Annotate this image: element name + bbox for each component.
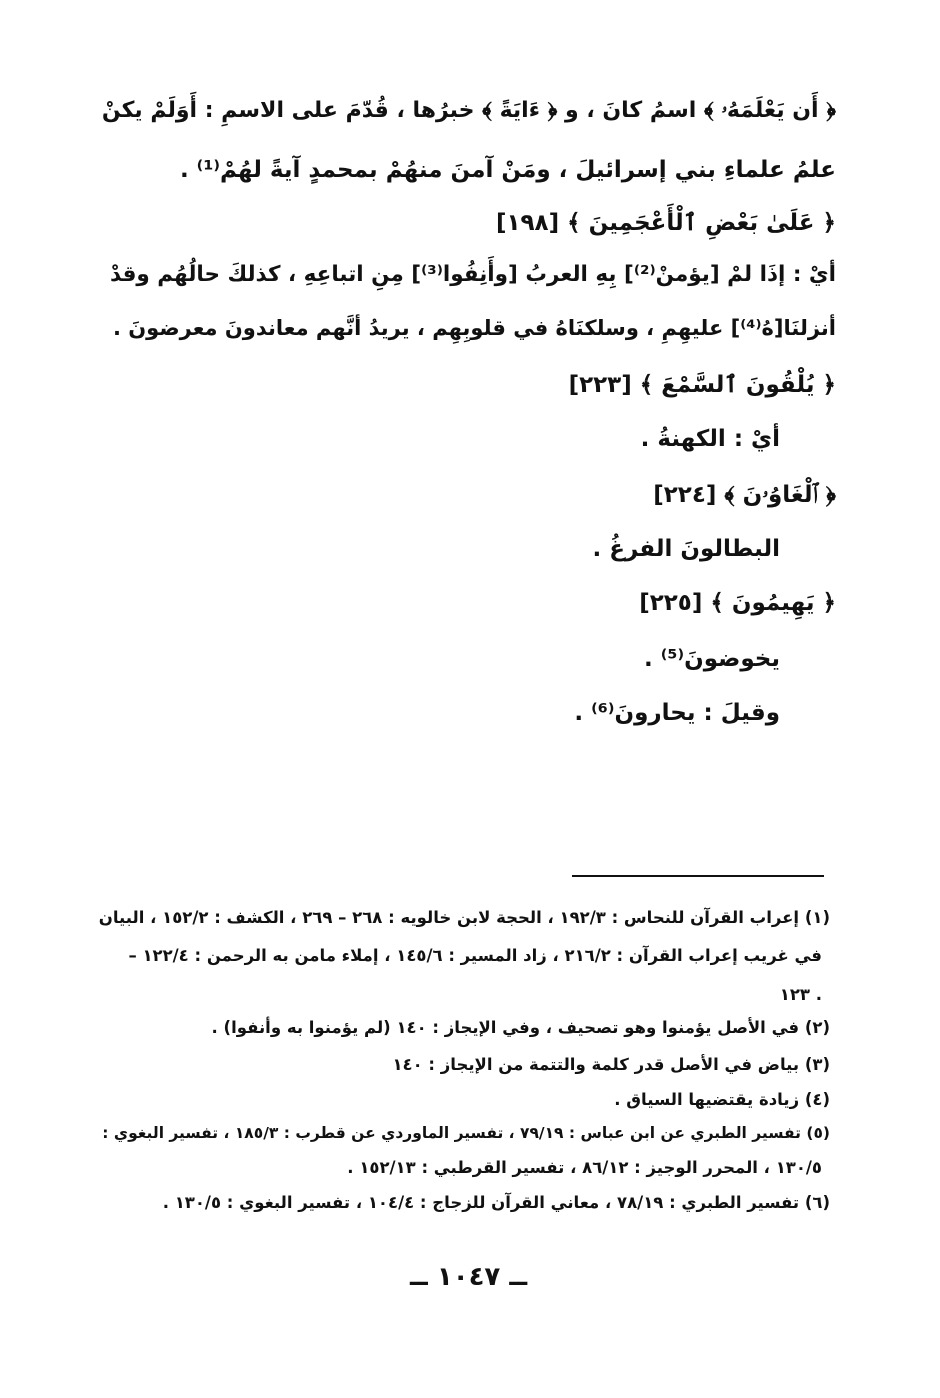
body-line-2: علمُ علماءِ بني إسرائيلَ ، ومَنْ آمنَ منهُمْ بمحمدٍ آيةً لهُمْ⁽¹⁾ . (179, 157, 836, 183)
footnote-5-line-1: (٥) تفسير الطبري عن ابن عباس : ٧٩/١٩ ، تفسير الماوردي عن قطرب : ١٨٥/٣ ، تفسير البغوي : (102, 1124, 830, 1142)
verse-heading-225: ﴿ يَهِيمُونَ ﴾ [٢٢٥] (639, 590, 836, 616)
body-line-1: ﴿ أَن يَعْلَمَهُۥ ﴾ اسمُ كانَ ، و ﴿ ءَايَةً ﴾ خبرُها ، قُدّمَ على الاسمِ : أَوَلَمْ يكنْ (101, 98, 836, 123)
footnote-separator (572, 875, 824, 877)
footnote-5-line-2: ١٣٠/٥ ، المحرر الوجيز : ٨٦/١٢ ، تفسير القرطبي : ١٥٢/١٣ . (347, 1158, 822, 1177)
verse-heading-198: ﴿ عَلَىٰ بَعْضِ ٱلْأَعْجَمِينَ ﴾ [١٩٨] (495, 210, 836, 236)
page-number: ــ ١٠٤٧ ــ (410, 1262, 528, 1292)
footnote-4: (٤) زيادة يقتضيها السياق . (614, 1090, 830, 1109)
body-line-11: يخوضونَ⁽⁵⁾ . (644, 646, 780, 672)
footnote-1-line-2: في غريب إعراب القرآن : ٢١٦/٢ ، زاد المسير : ١٤٥/٦ ، إملاء مامن به الرحمن : ١٢٢/٤ – (128, 946, 822, 965)
footnote-2: (٢) في الأصل يؤمنوا وهو تصحيف ، وفي الإيجاز : ١٤٠ (لم يؤمنوا به وأنفوا) . (211, 1018, 830, 1037)
body-line-4: أيْ : إذَا لمْ [يؤمنْ⁽²⁾] بِهِ العربُ [وأَنِفُوا⁽³⁾] مِنِ اتباعِهِ ، كذلكَ حالُهُم وقدْ (109, 262, 836, 287)
body-line-7: أيْ : الكهنةُ . (640, 426, 780, 452)
verse-heading-224: ﴿ ٱلْغَاوُۥنَ ﴾ [٢٢٤] (653, 482, 836, 508)
footnote-1-line-1: (١) إعراب القرآن للنحاس : ١٩٢/٣ ، الحجة لابن خالويه : ٢٦٨ – ٢٦٩ ، الكشف : ١٥٢/٢ ، البيان (98, 908, 830, 927)
body-line-9: البطالونَ الفرغُ . (592, 536, 780, 562)
body-line-12: وقيلَ : يحارونَ⁽⁶⁾ . (574, 700, 780, 726)
verse-heading-223: ﴿ يُلْقُونَ ٱلسَّمْعَ ﴾ [٢٢٣] (568, 372, 836, 398)
footnote-1-line-3: ١٢٣ . (779, 985, 822, 1004)
footnote-3: (٣) بياض في الأصل قدر كلمة والتتمة من الإيجاز : ١٤٠ (392, 1055, 830, 1074)
body-line-5: أنزلنَا[هُ⁽⁴⁾] عليهِمِ ، وسلكنَاهُ في قلوبِهِم ، يريدُ أنَّهم معاندونَ معرضونَ . (112, 316, 836, 340)
footnote-6: (٦) تفسير الطبري : ٧٨/١٩ ، معاني القرآن للزجاج : ١٠٤/٤ ، تفسير البغوي : ١٣٠/٥ . (162, 1193, 830, 1212)
